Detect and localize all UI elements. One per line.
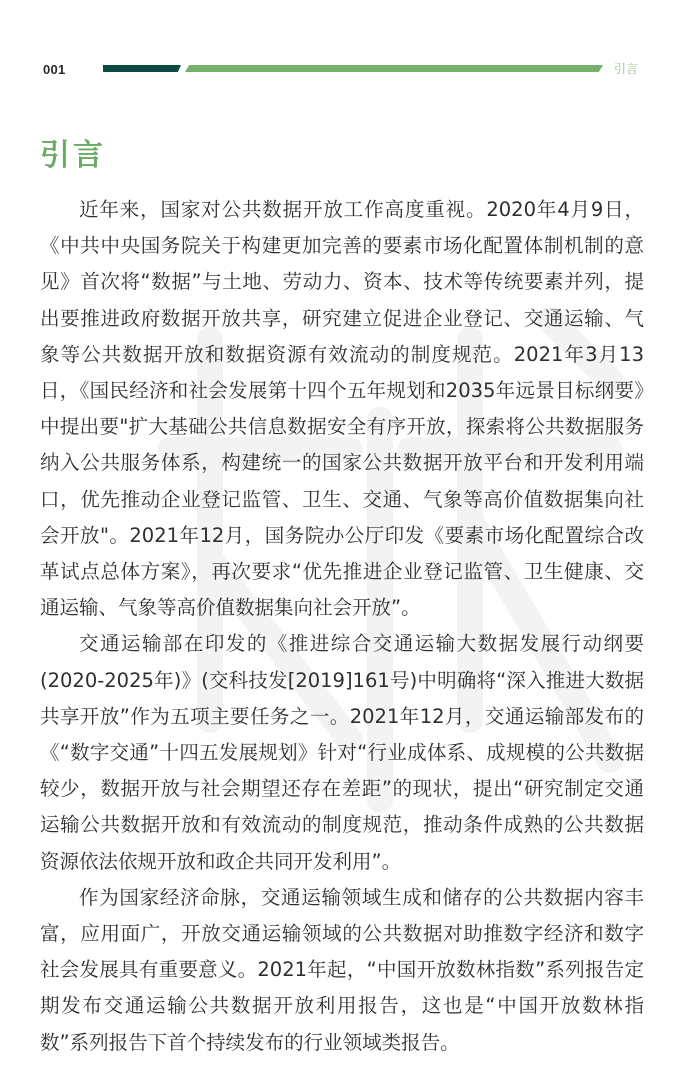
paragraph: 交通运输部在印发的《推进综合交通运输大数据发展行动纲要(2020-2025年)》(交科技发[2019]161号)中明确将“深入推进大数据共享开放”作为五项主要任务之一。2021年12月，交通运输部发布的《“数字交通”十四五发展规划》针对“行业成体系、成规模的公共数据较少，数据开放与社会期望还存在差距”的现状，提出“研究制定交通运输公共数据开放和有效流动的制度规范，推动条件成熟的公共数据资源依法依规开放和政企共同开发利用”。 — [40, 632, 644, 873]
paragraph: 近年来，国家对公共数据开放工作高度重视。2020年4月9日，《中共中央国务院关于构建更加完善的要素市场化配置体制机制的意见》首次将“数据”与土地、劳动力、资本、技术等传统要素并列，提出要推进政府数据开放共享，研究建立促进企业登记、交通运输、气象等公共数据开放和数据资源有效流动的制度规范。2021年3月13日，《国民经济和社会发展第十四个五年规划和2035年远景目标纲要》中提出要"扩大基础公共信息数据安全有序开放，探索将公共数据服务纳入公共服务体系，构建统一的国家公共数据开放平台和开发利用端口，优先推动企业登记监管、卫生、交通、气象等高价值数据集向社会开放"。2021年12月，国务院办公厅印发《要素市场化配置综合改革试点总体方案》，再次要求“优先推进企业登记监管、卫生健康、交通运输、气象等高价值数据集向社会开放”。 — [40, 198, 644, 620]
paragraph: 作为国家经济命脉，交通运输领域生成和储存的公共数据内容丰富，应用面广，开放交通运输领域的公共数据对助推数字经济和数字社会发展具有重要意义。2021年起，“中国开放数林指数”系列报告定期发布交通运输公共数据开放利用报告，这也是“中国开放数林指数”系列报告下首个持续发布的行业领域类报告。 — [40, 885, 644, 1054]
section-label: 引言 — [614, 62, 639, 76]
header-bar-dark — [103, 65, 181, 72]
page-header — [0, 0, 680, 90]
header-bar-green — [185, 65, 603, 72]
page-title: 引言 — [40, 138, 106, 173]
page-number: 001 — [43, 62, 66, 77]
body-text — [40, 192, 644, 1061]
